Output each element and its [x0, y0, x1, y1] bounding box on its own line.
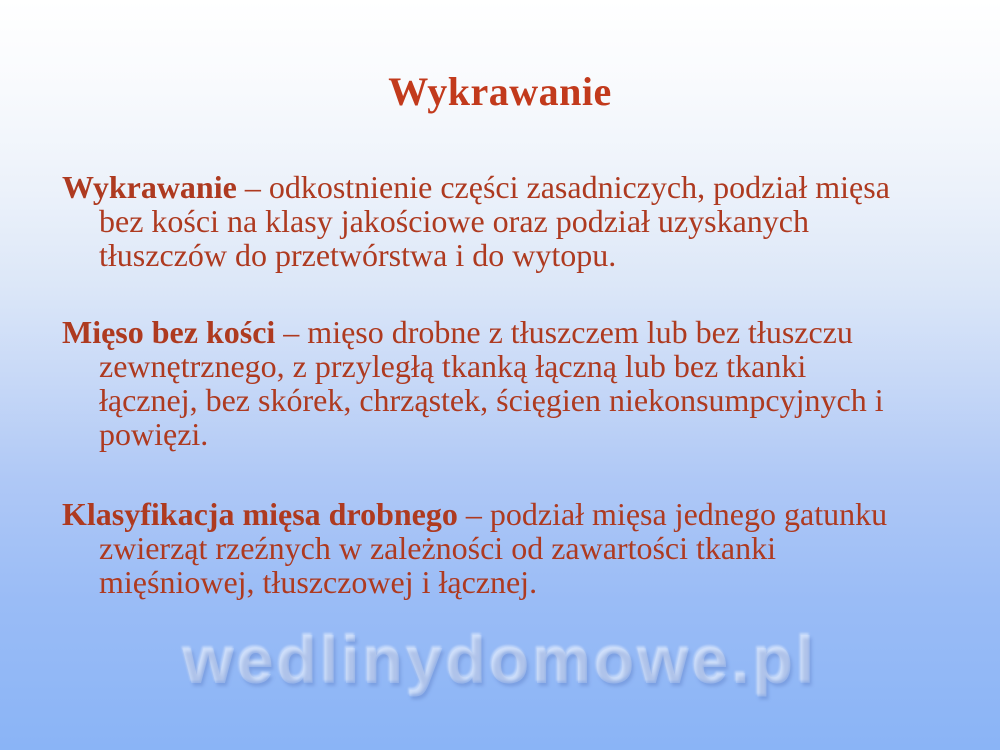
text-line: zewnętrznego, z przyległą tkanką łączną lub bez tkanki: [99, 348, 807, 384]
definition-paragraph-wykrawanie: [62, 170, 952, 272]
text-line: bez kości na klasy jakościowe oraz podział uzyskanych: [99, 203, 809, 239]
text-line: powięzi.: [99, 416, 209, 452]
slide-body-text: [62, 170, 952, 599]
text-line: mięśniowej, tłuszczowej i łącznej.: [99, 564, 538, 600]
text-line: [62, 315, 952, 349]
text-line: łącznej, bez skórek, chrząstek, ścięgien niekonsumpcyjnych i: [99, 382, 884, 418]
definition-paragraph-klasyfikacja: [62, 497, 952, 599]
definition-term: Klasyfikacja mięsa drobnego: [62, 496, 458, 532]
definition-text: – mięso drobne z tłuszczem lub bez tłuszczu: [275, 314, 853, 350]
definition-term: Mięso bez kości: [62, 314, 276, 350]
text-line: [62, 170, 952, 204]
text-line: zwierząt rzeźnych w zależności od zawartości tkanki: [99, 530, 776, 566]
text-line: [62, 497, 952, 531]
text-line: tłuszczów do przetwórstwa i do wytopu.: [99, 237, 617, 273]
definition-term: Wykrawanie: [62, 169, 237, 205]
definition-paragraph-mieso-bez-kosci: [62, 315, 952, 451]
definition-text: – podział mięsa jednego gatunku: [457, 496, 888, 532]
slide-title: Wykrawanie: [388, 69, 612, 114]
watermark-wedlinydomowe: wedlinydomowe.pl: [182, 623, 818, 697]
definition-text: – odkostnienie części zasadniczych, podział mięsa: [236, 169, 890, 205]
